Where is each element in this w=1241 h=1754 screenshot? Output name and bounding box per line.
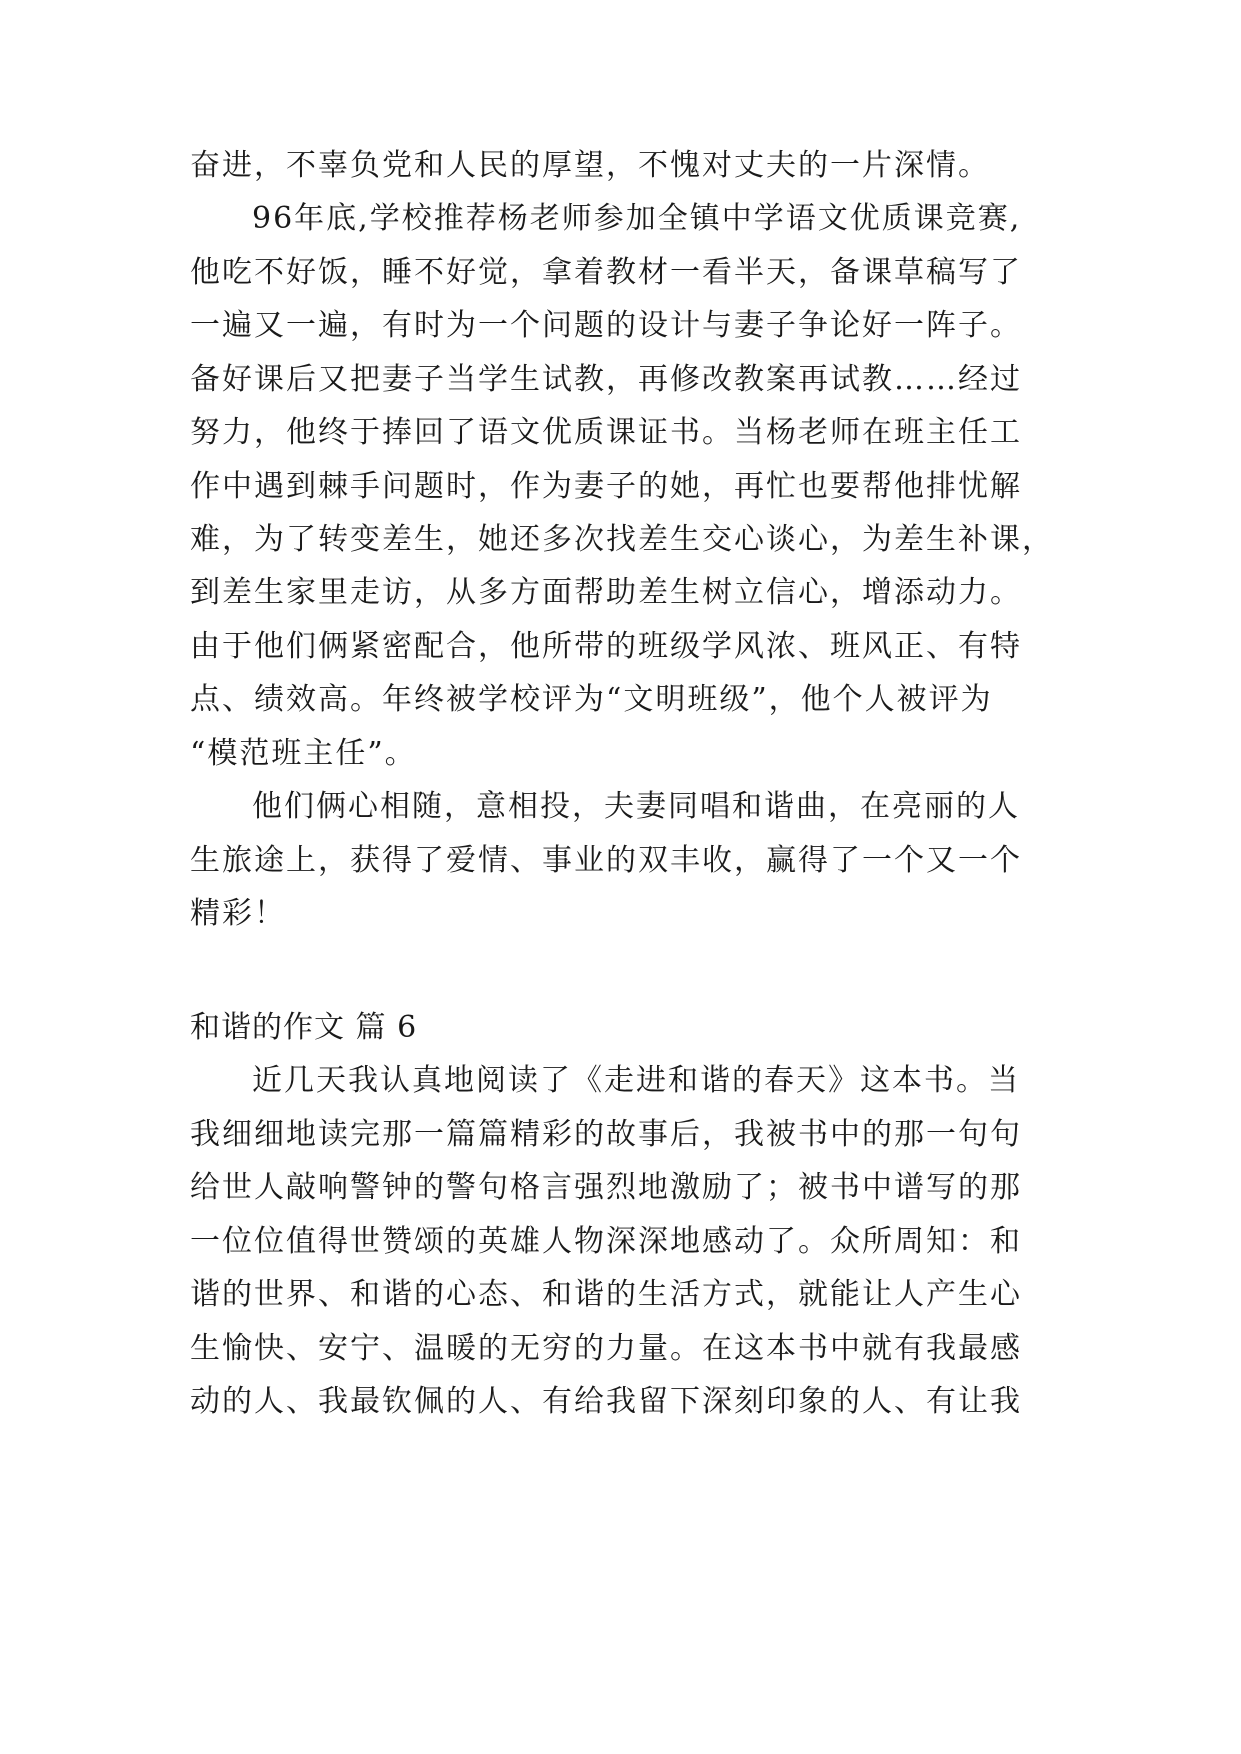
text-line: 生旅途上，获得了爱情、事业的双丰收，赢得了一个又一个 — [190, 843, 1022, 878]
text-line: “模范班主任”。 — [190, 736, 417, 771]
text-line: 由于他们俩紧密配合，他所带的班级学风浓、班风正、有特 — [190, 629, 1022, 664]
text-line: 努力，他终于捧回了语文优质课证书。当杨老师在班主任工 — [190, 415, 1022, 450]
text-line: 点、绩效高。年终被学校评为“文明班级”，他个人被评为 — [190, 682, 993, 717]
text-line: 备好课后又把妻子当学生试教，再修改教案再试教……经过 — [190, 362, 1022, 397]
text-line: 他吃不好饭，睡不好觉，拿着教材一看半天，备课草稿写了 — [190, 255, 1022, 290]
text-line: 他们俩心相随，意相投，夫妻同唱和谐曲，在亮丽的人 — [252, 789, 1020, 824]
text-line: 一遍又一遍，有时为一个问题的设计与妻子争论好一阵子。 — [190, 308, 1022, 343]
text-line: 奋进，不辜负党和人民的厚望，不愧对丈夫的一片深情。 — [190, 148, 990, 183]
text-line: 96年底,学校推荐杨老师参加全镇中学语文优质课竞赛, — [252, 201, 1022, 236]
text-line: 难，为了转变差生，她还多次找差生交心谈心，为差生补课， — [190, 522, 1054, 557]
text-line: 生愉快、安宁、温暖的无穷的力量。在这本书中就有我最感 — [190, 1331, 1022, 1366]
text-line: 一位位值得世赞颂的英雄人物深深地感动了。众所周知：和 — [190, 1224, 1022, 1259]
text-line: 到差生家里走访，从多方面帮助差生树立信心，增添动力。 — [190, 575, 1022, 610]
text-line: 作中遇到棘手问题时，作为妻子的她，再忙也要帮他排忧解 — [190, 469, 1022, 504]
text-line: 我细细地读完那一篇篇精彩的故事后，我被书中的那一句句 — [190, 1117, 1022, 1152]
section-heading: 和谐的作文 篇 6 — [190, 1010, 418, 1045]
text-line: 动的人、我最钦佩的人、有给我留下深刻印象的人、有让我 — [190, 1384, 1022, 1419]
text-line: 给世人敲响警钟的警句格言强烈地激励了；被书中谱写的那 — [190, 1170, 1022, 1205]
text-line: 近几天我认真地阅读了《走进和谐的春天》这本书。当 — [252, 1063, 1020, 1098]
text-line: 精彩！ — [190, 896, 286, 931]
text-line: 谐的世界、和谐的心态、和谐的生活方式，就能让人产生心 — [190, 1277, 1022, 1312]
